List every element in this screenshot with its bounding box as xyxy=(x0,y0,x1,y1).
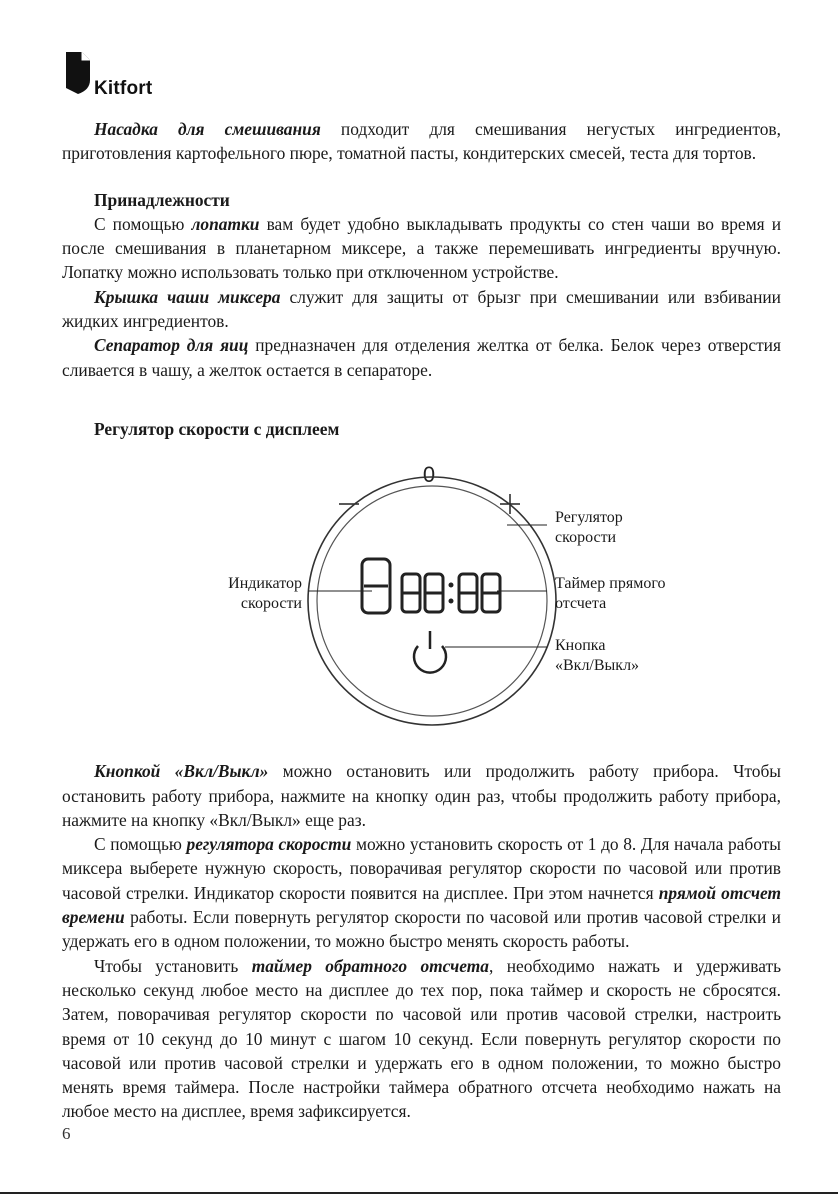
dial-inner-ring xyxy=(317,486,547,716)
bottom-rule xyxy=(0,1192,838,1194)
term-countdown-timer: таймер обратного отсчета xyxy=(251,955,489,976)
term-spatula: лопатки xyxy=(191,213,260,234)
section-heading-regulator: Регулятор скорости с дисплеем xyxy=(94,418,340,439)
intro-paragraph: Насадка для смешивания подходит для смешивания негустых ингредиентов, приготовления картофельного пюре, томатной пасты, кондитерских смесей, теста для тортов. xyxy=(62,119,781,164)
label-speed-regulator: Регулятор скорости xyxy=(555,509,623,547)
term-direct-timer: прямой отсчет времени xyxy=(62,882,781,928)
usage-paragraph-1: Кнопкой «Вкл/Выкл» можно остановить или продолжить работу прибора. Чтобы остановить работу прибора, нажмите на кнопку один раз, чтобы продолжить работу прибора, нажмите на кнопку «Вкл/Выкл» еще раз. xyxy=(62,761,781,830)
label-timer: Таймер прямого отсчета xyxy=(555,575,666,613)
label-power-button: Кнопка «Вкл/Выкл» xyxy=(555,637,640,675)
label-speed-indicator: Индикатор скорости xyxy=(228,575,302,613)
colon-dot-top xyxy=(449,583,454,588)
term-speed-regulator: регулятора скорости xyxy=(186,834,352,855)
page-content xyxy=(62,117,781,1124)
term-egg-separator: Сепаратор для яиц xyxy=(94,335,249,356)
power-icon xyxy=(414,631,446,673)
brand-name: Kitfort xyxy=(94,78,153,99)
accessories-paragraph-2: Крышка чаши миксера служит для защиты от брызг при смешивании или взбивании жидких ингредиентов. xyxy=(62,286,781,332)
regulator-diagram-svg xyxy=(62,441,781,731)
term-bowl-lid: Крышка чаши миксера xyxy=(94,286,281,307)
display-digits xyxy=(362,559,500,613)
colon-dot-bottom xyxy=(449,599,454,604)
accessories-paragraph-3: Сепаратор для яиц предназначен для отделения желтка от белка. Белок через отверстия сливается в чашу, а желток остается в сепараторе. xyxy=(62,335,781,380)
kitfort-logo-icon xyxy=(64,50,94,96)
regulator-diagram xyxy=(62,441,781,731)
dial-outer-ring xyxy=(308,477,556,725)
zero-mark: 0 xyxy=(422,462,436,488)
usage-paragraph-3: Чтобы установить таймер обратного отсчета, необходимо нажать и удерживать несколько секунд любое место на дисплее до тех пор, пока таймер и скорость не сбросятся. Затем, поворачивая регулятор скорости по часовой или против часовой стрелки, настроить время от 10 секунд до 10 минут с шагом 10 секунд. Если повернуть регулятор скорости по часовой или против часовой стрелки и удержать его в одном положении, то можно быстро менять время таймера. После настройки таймера обратного отсчета необходимо нажать на любое место на дисплее, время зафиксируется. xyxy=(62,955,782,1122)
term-mixing-attachment: Насадка для смешивания xyxy=(94,119,321,139)
page-number: 6 xyxy=(62,1124,71,1143)
brand-logo xyxy=(64,50,184,100)
accessories-paragraph-1: С помощью лопатки вам будет удобно выкладывать продукты со стен чаши во время и после смешивания в планетарном миксере, а также перемешивать ингредиенты вручную. Лопатку можно использовать только при отключенном устройстве. xyxy=(62,213,782,283)
term-power-button: Кнопкой «Вкл/Выкл» xyxy=(94,761,269,782)
section-heading-accessories: Принадлежности xyxy=(94,189,230,210)
usage-paragraph-2: С помощью регулятора скорости можно установить скорость от 1 до 8. Для начала работы миксера выберете нужную скорость, поворачивая регулятор скорости по часовой или против часовой стрелки. Индикатор скорости появится на дисплее. При этом начнется прямой отсчет времени работы. Если повернуть регулятор скорости по часовой или против часовой стрелки и удержать его в одном положении, то можно быстро менять скорость работы. xyxy=(62,834,781,952)
